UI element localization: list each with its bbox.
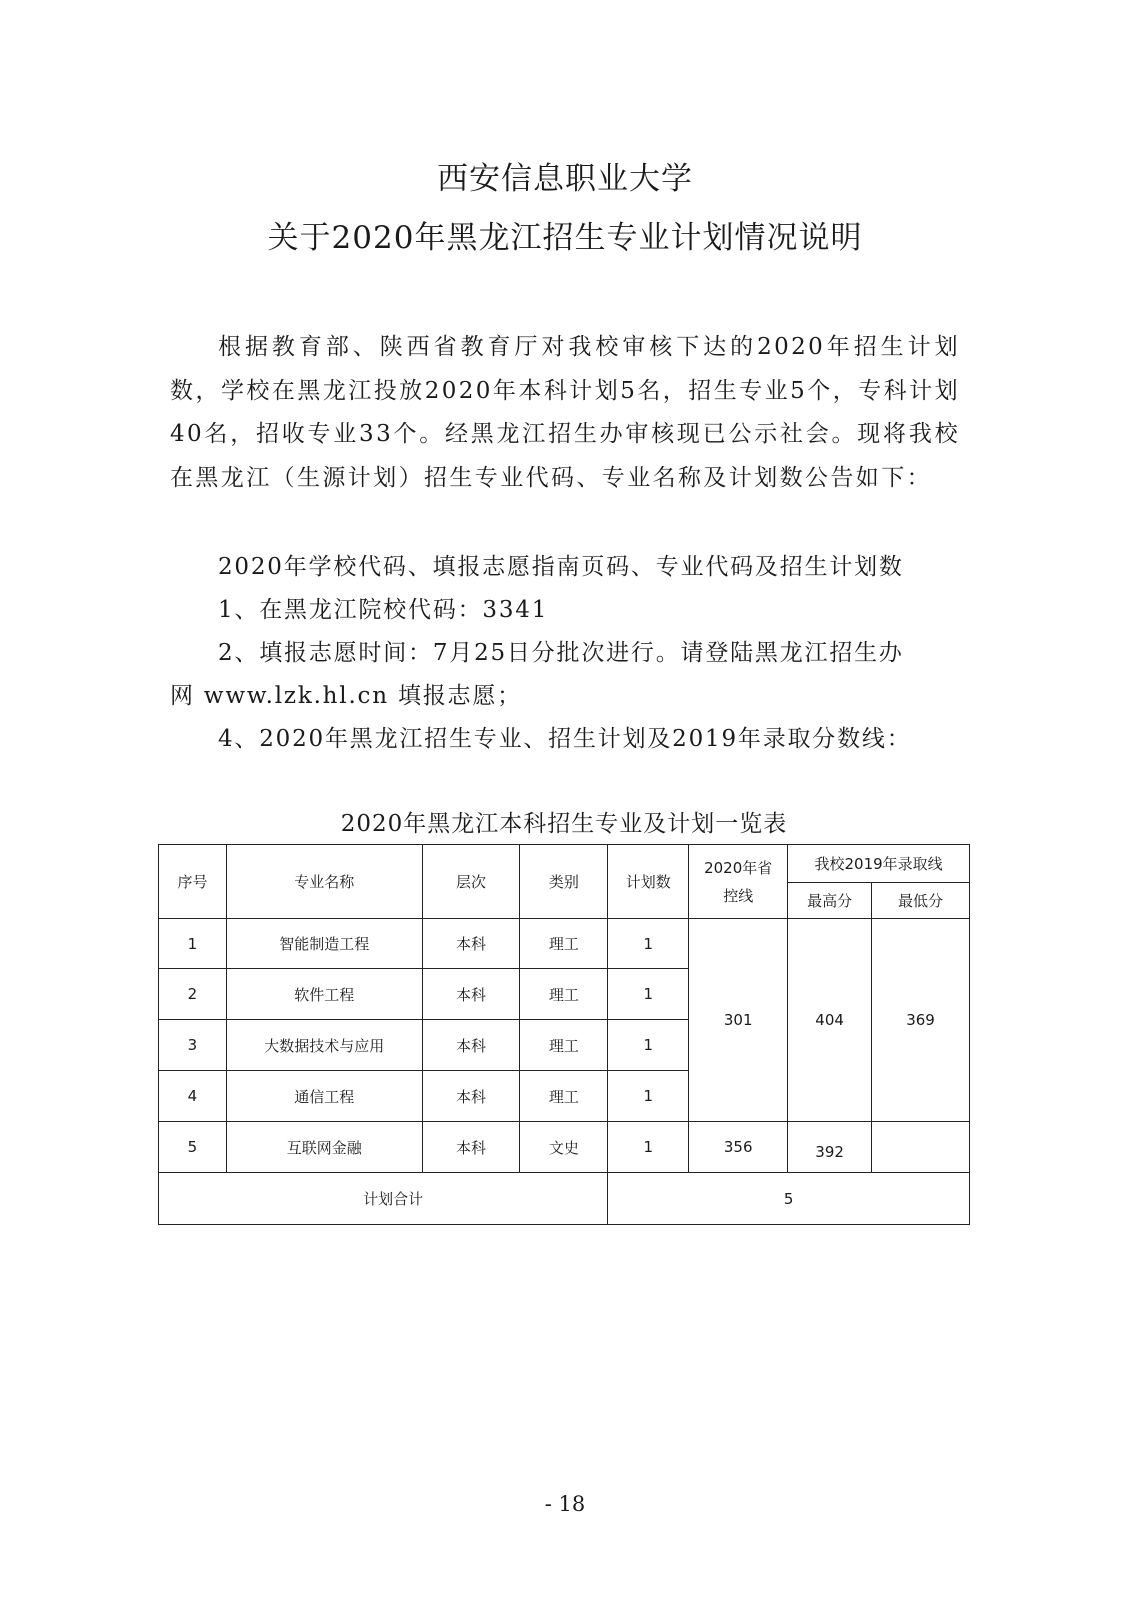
header-provincial-line (689, 845, 788, 919)
cell-level: 本科 (422, 969, 520, 1020)
cell-science-max: 404 (788, 919, 872, 1122)
cell-science-min: 369 (872, 919, 970, 1122)
table-row (159, 919, 970, 969)
cell-category: 理工 (520, 969, 608, 1020)
cell-category: 文史 (520, 1122, 608, 1173)
cell-level: 本科 (422, 919, 520, 969)
cell-seq: 3 (159, 1020, 227, 1071)
cell-major: 软件工程 (226, 969, 422, 1020)
cell-seq: 1 (159, 919, 227, 969)
cell-plan: 1 (608, 919, 689, 969)
cell-category: 理工 (520, 1020, 608, 1071)
cell-total-label: 计划合计 (159, 1173, 608, 1225)
table-total-row (159, 1173, 970, 1225)
cell-level: 本科 (422, 1071, 520, 1122)
cell-major: 通信工程 (226, 1071, 422, 1122)
cell-arts-min (872, 1122, 970, 1173)
cell-science-provincial-line: 301 (689, 919, 788, 1122)
info-line-4: 4、2020年黑龙江招生专业、招生计划及2019年录取分数线： (218, 726, 912, 752)
header-score-group: 我校2019年录取线 (788, 845, 970, 883)
cell-seq: 5 (159, 1122, 227, 1173)
cell-plan: 1 (608, 1020, 689, 1071)
info-line-3: 2、填报志愿时间：7月25日分批次进行。请登陆黑龙江招生办 (218, 640, 904, 666)
cell-major: 智能制造工程 (226, 919, 422, 969)
enrollment-plan-table (158, 844, 970, 1225)
document-title-line1: 西安信息职业大学 (437, 161, 693, 197)
header-seq: 序号 (159, 845, 227, 919)
cell-total-value: 5 (608, 1173, 970, 1225)
cell-major: 互联网金融 (226, 1122, 422, 1173)
info-line-3-continued: 网 www.lzk.hl.cn 填报志愿； (170, 683, 522, 709)
cell-seq: 2 (159, 969, 227, 1020)
intro-paragraph: 根据教育部、陕西省教育厅对我校审核下达的2020年招生计划数，学校在黑龙江投放2020年本科计划5名，招生专业5个，专科计划40名，招收专业33个。经黑龙江招生办审核现已公示社会。现将我校在黑龙江（生源计划）招生专业代码、专业名称及计划数公告如下： (170, 334, 960, 491)
page-number: - 18 (544, 1492, 586, 1516)
table-header-row (159, 845, 970, 883)
header-provincial-line-text: 2020年省控线 (704, 858, 773, 905)
table-row (159, 1122, 970, 1173)
document-title-line2: 关于2020年黑龙江招生专业计划情况说明 (267, 220, 863, 256)
cell-seq: 4 (159, 1071, 227, 1122)
cell-category: 理工 (520, 1071, 608, 1122)
cell-level: 本科 (422, 1122, 520, 1173)
header-category: 类别 (520, 845, 608, 919)
header-min: 最低分 (872, 883, 970, 919)
info-line-2: 1、在黑龙江院校代码：3341 (218, 597, 549, 623)
header-major: 专业名称 (226, 845, 422, 919)
header-plan: 计划数 (608, 845, 689, 919)
header-level: 层次 (422, 845, 520, 919)
cell-major: 大数据技术与应用 (226, 1020, 422, 1071)
header-max: 最高分 (788, 883, 872, 919)
info-line-1: 2020年学校代码、填报志愿指南页码、专业代码及招生计划数 (218, 554, 904, 580)
cell-level: 本科 (422, 1020, 520, 1071)
cell-arts-max: 392 (788, 1122, 872, 1173)
cell-arts-provincial-line: 356 (689, 1122, 788, 1173)
cell-plan: 1 (608, 1122, 689, 1173)
cell-plan: 1 (608, 1071, 689, 1122)
cell-category: 理工 (520, 919, 608, 969)
cell-plan: 1 (608, 969, 689, 1020)
table-title: 2020年黑龙江本科招生专业及计划一览表 (340, 811, 788, 837)
